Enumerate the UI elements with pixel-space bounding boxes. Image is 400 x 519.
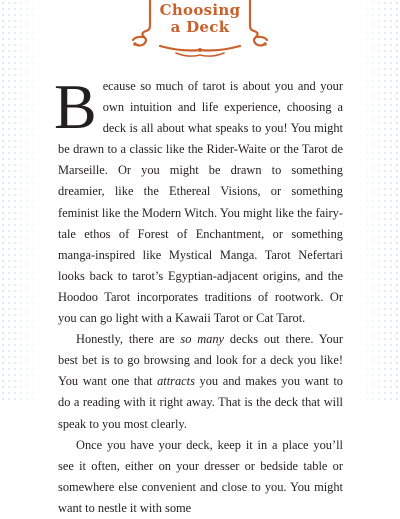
drop-cap: B [54,71,97,142]
text-run: Honestly, there are [76,332,181,347]
paragraph [58,329,343,434]
chapter-header [120,0,280,60]
chapter-title-line1: Choosing [159,1,241,19]
emphasis-text: so many [180,332,225,347]
text-run: decks out there. Your best bet is to go browsing and look for a deck you like! You want one that [58,332,343,389]
chapter-title-line2: a Deck [170,18,230,36]
dot-pattern-left [0,0,42,400]
dot-pattern-right [358,0,400,400]
text-run: you and makes you want to do a reading with it right away. That is the deck that will speak to you most clearly. [58,374,343,431]
text-run: ecause so much of tarot is about you and your own intuition and life experience, choosing a deck is all about what speaks to you! You might be drawn to a classic like the Rider-Waite or the Tarot de Marseille. Or you might be drawn to something dreamier, like the Ethereal Visions, or something feminist like the Modern Witch. You might like the fairy-tale ethos of Forest of Enchantment, or something manga-inspired like Mystical Manga. Tarot Nefertari looks back to tarot’s Egyptian-adjacent origins, and the Hoodoo Tarot incorporates traditions of rootwork. Or you can go light with a Kawaii Tarot or Cat Tarot. [58,79,343,326]
text-run: Once you have your deck, keep it in a place you’ll see it often, either on your dresser or bedside table or somewhere else convenient and close to you. You might want to nestle it with some [58,437,343,515]
paragraph [58,435,343,519]
paragraph [54,71,343,329]
body-text [54,71,343,519]
emphasis-text: attracts [157,374,195,389]
